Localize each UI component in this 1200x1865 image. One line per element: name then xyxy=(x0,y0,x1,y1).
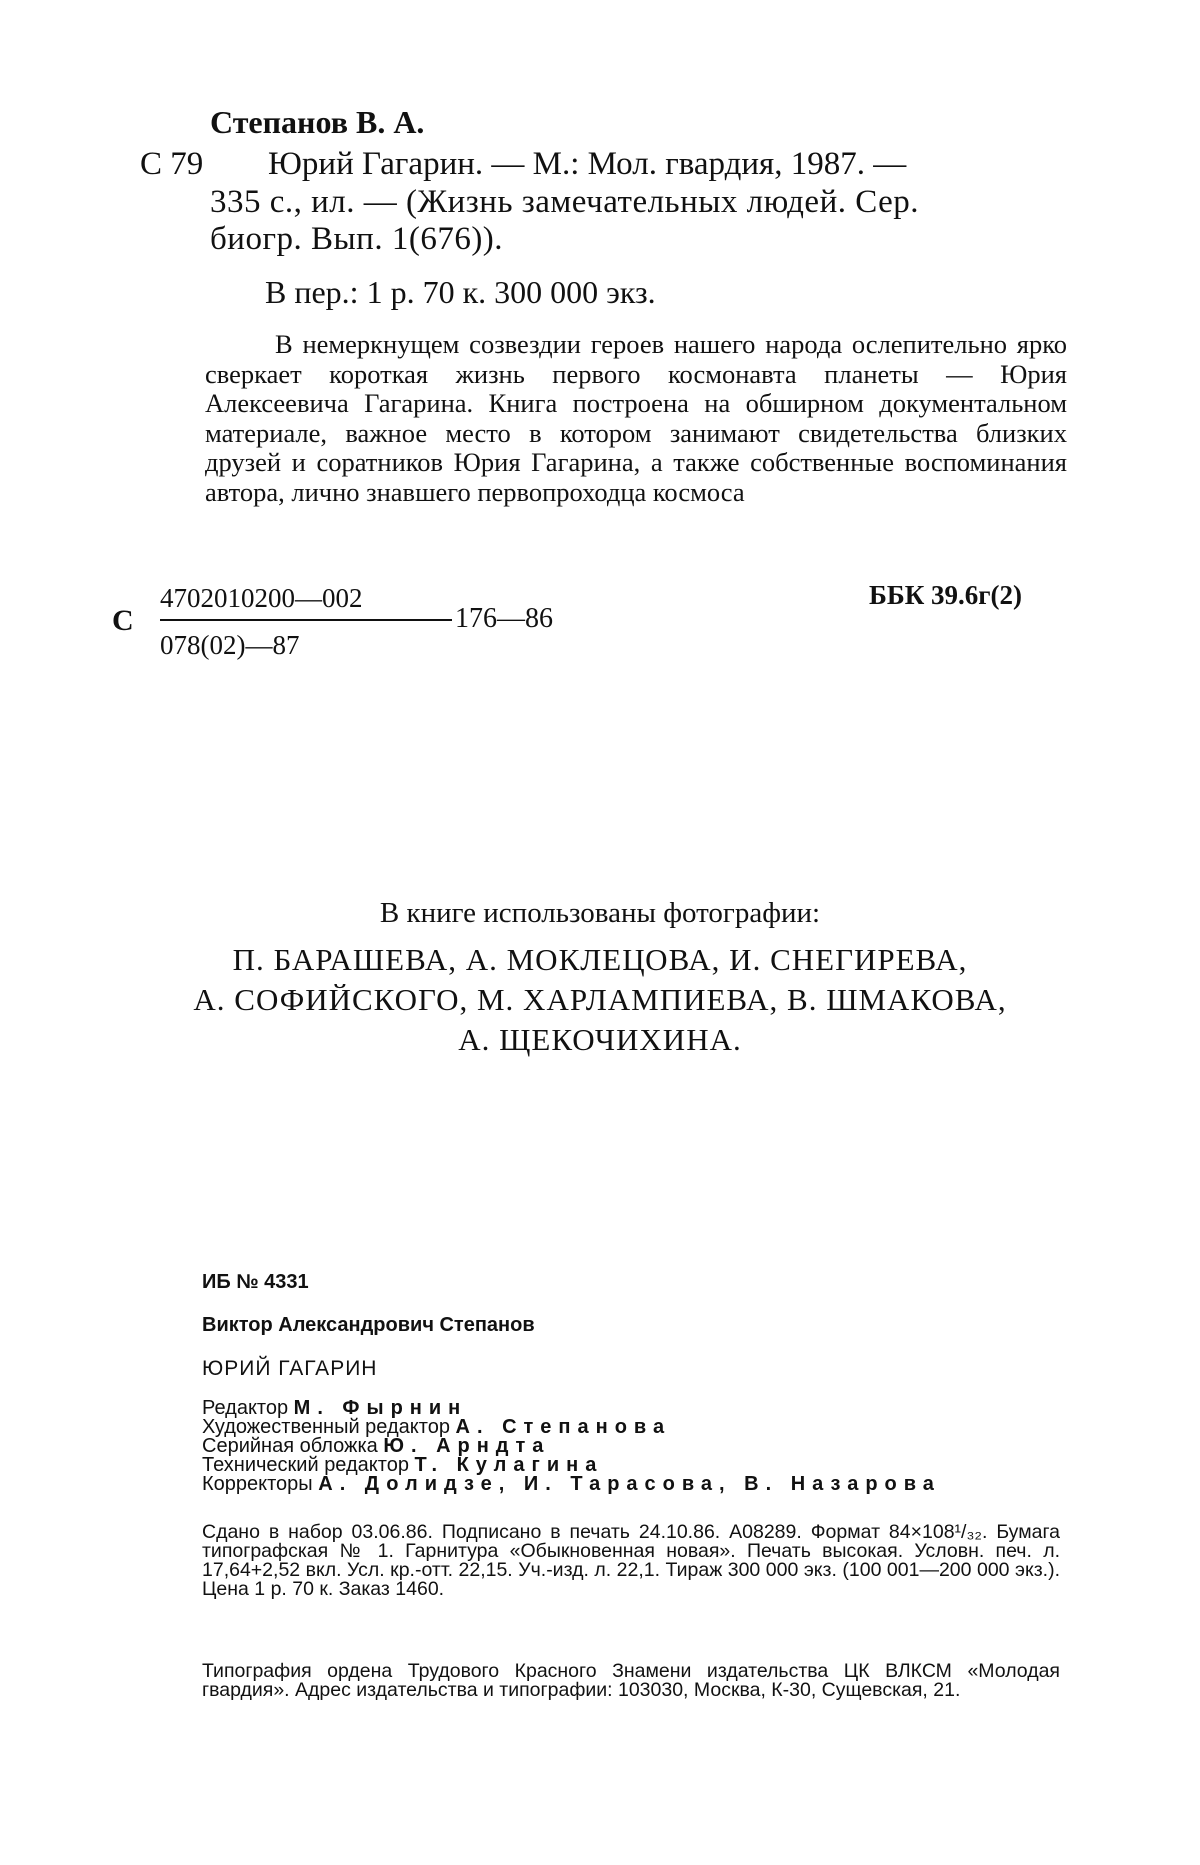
credit-line: Технический редактор Т. Кулагина xyxy=(202,1456,941,1475)
photo-credits-line-2: А. СОФИЙСКОГО, М. ХАРЛАМПИЕВА, В. ШМАКОВА, xyxy=(0,982,1200,1018)
binding-price-line: В пер.: 1 р. 70 к. 300 000 экз. xyxy=(265,274,656,311)
biblio-series-line: 335 с., ил. — (Жизнь замечательных людей. Сер. xyxy=(210,184,919,221)
classification-numerator: 4702010200—002 xyxy=(160,583,363,614)
book-title-line: Юрий Гагарин. — М.: Мол. гвардия, 1987. — xyxy=(268,146,906,183)
author-heading: Степанов В. А. xyxy=(210,104,424,141)
classification-letter: С xyxy=(112,604,134,638)
credit-line: Серийная обложка Ю. Арндта xyxy=(202,1437,941,1456)
book-annotation: В немеркнущем созвездии героев нашего народа ослепительно ярко сверкает короткая жизнь первого космонавта планеты — Юрия Алексеевича Гагарина. Книга построена на обширном документальном материале, важное место в котором занимают свидетельства близких друзей и соратников Юрия Гагарина, а также собственные воспоминания автора, лично знавшего первопроходца космоса xyxy=(205,330,1067,507)
classification-suffix: 176—86 xyxy=(455,603,553,635)
biblio-issue-line: биогр. Вып. 1(676)). xyxy=(210,221,503,258)
photo-credits-intro: В книге использованы фотографии: xyxy=(0,897,1200,930)
staff-credits xyxy=(202,1399,941,1494)
imprint-book-title: ЮРИЙ ГАГАРИН xyxy=(202,1357,377,1381)
classification-denominator: 078(02)—87 xyxy=(160,630,299,661)
printer-address: Типография ордена Трудового Красного Знамени издательства ЦК ВЛКСМ «Молодая гвардия». Адрес издательства и типографии: 103030, Москва, К-30, Сущевская, 21. xyxy=(202,1662,1060,1700)
credit-line: Корректоры А. Долидзе, И. Тарасова, В. Назарова xyxy=(202,1475,941,1494)
production-details: Сдано в набор 03.06.86. Подписано в печать 24.10.86. А08289. Формат 84×108¹/₃₂. Бумага типографская № 1. Гарнитура «Обыкновенная новая». Печать высокая. Условн. печ. л. 17,64+2,52 вкл. Усл. кр.-отт. 22,15. Уч.-изд. л. 22,1. Тираж 300 000 экз. (100 001—200 000 экз.). Цена 1 р. 70 к. Заказ 1460. xyxy=(202,1523,1060,1599)
fraction-bar xyxy=(160,619,452,621)
credit-line: Художественный редактор А. Степанова xyxy=(202,1418,941,1437)
library-class-code: С 79 xyxy=(140,146,203,183)
author-full-name: Виктор Александрович Степанов xyxy=(202,1314,535,1337)
ib-number: ИБ № 4331 xyxy=(202,1271,309,1294)
photo-credits-line-3: А. ЩЕКОЧИХИНА. xyxy=(0,1022,1200,1058)
photo-credits-line-1: П. БАРАШЕВА, А. МОКЛЕЦОВА, И. СНЕГИРЕВА, xyxy=(0,942,1200,978)
bbk-code: ББК 39.6г(2) xyxy=(869,580,1022,611)
credit-line: Редактор М. Фырнин xyxy=(202,1399,941,1418)
